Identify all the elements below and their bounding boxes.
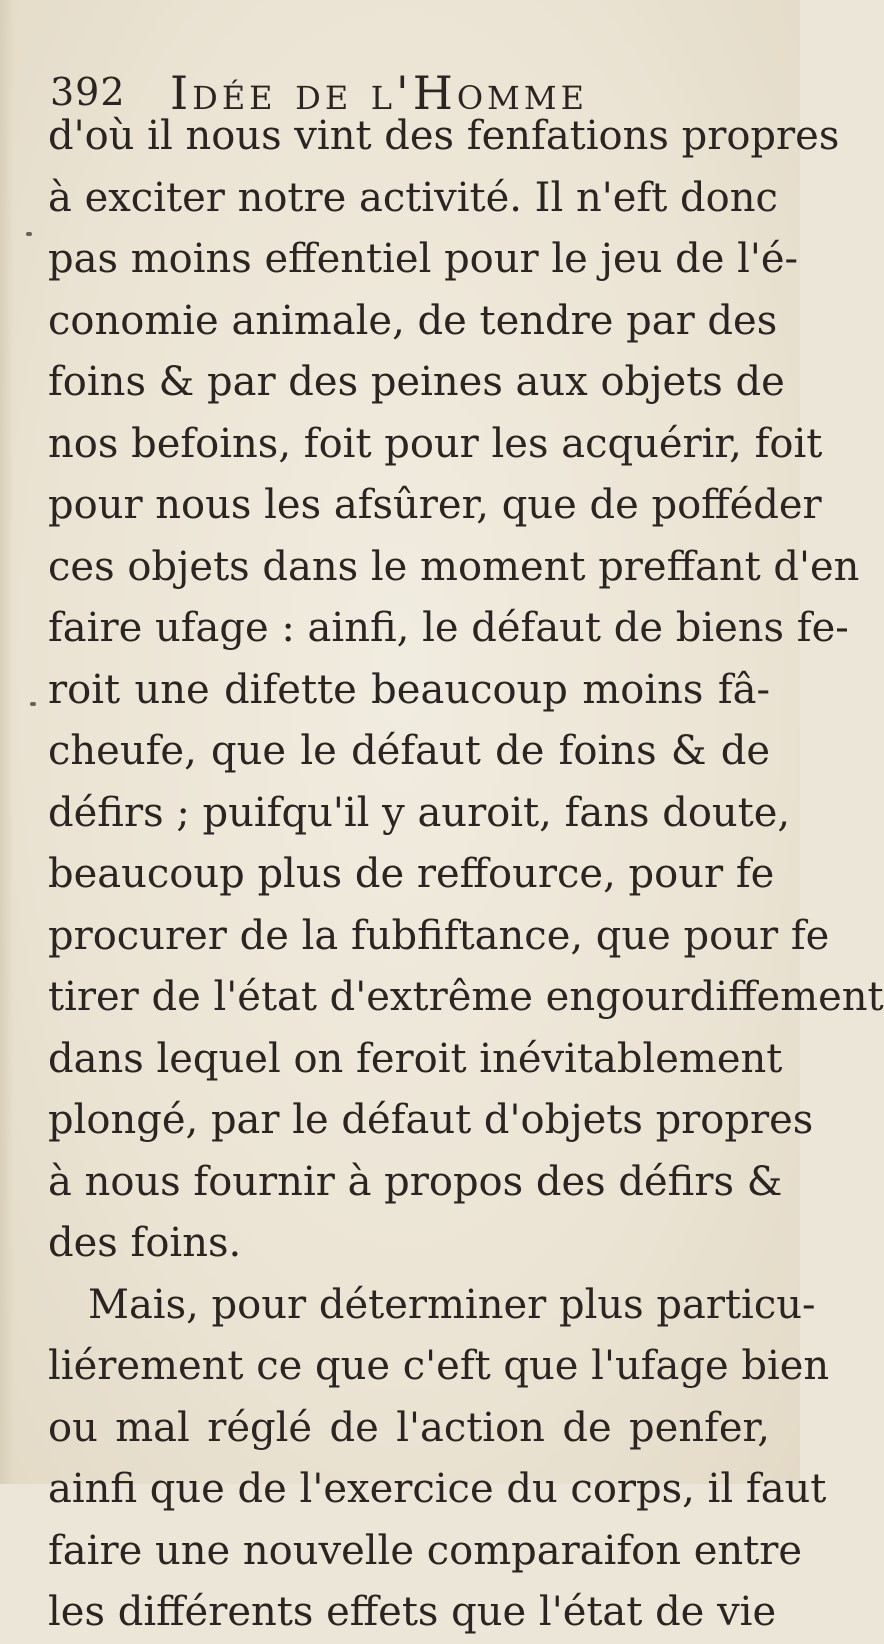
- text-line: défirs ; puifqu'il y auroit, fans doute,: [48, 789, 791, 836]
- text-line: procurer de la fubfiftance, que pour fe: [48, 912, 830, 959]
- running-title: Idée de l'Homme: [170, 66, 588, 120]
- paper-speck: [26, 232, 32, 236]
- text-line: pas moins effentiel pour le jeu de l'é-: [48, 236, 799, 282]
- text-line: dans lequel on feroit inévitablement: [48, 1035, 783, 1082]
- paragraph-start-line: Mais, pour déterminer plus particu-: [88, 1281, 816, 1328]
- text-line: liérement ce que c'eft que l'ufage bien: [48, 1343, 830, 1389]
- text-line: d'où il nous vint des fenfations propres: [48, 113, 840, 159]
- text-line: ainfi que de l'exercice du corps, il faut: [48, 1466, 827, 1512]
- body-text: [48, 106, 884, 1644]
- text-line: foins & par des peines aux objets de: [48, 359, 785, 405]
- text-line: cheufe, que le défaut de foins & de: [48, 728, 770, 774]
- text-line: beaucoup plus de reffource, pour fe: [48, 851, 775, 897]
- text-line: tirer de l'état d'extrême engourdiffement: [48, 974, 884, 1020]
- text-line: pour nous les afsûrer, que de pofféder: [48, 482, 822, 528]
- text-line: à nous fournir à propos des défirs &: [48, 1158, 783, 1205]
- text-line: les différents effets que l'état de vie: [48, 1589, 777, 1635]
- paragraph-end-line: des foins.: [48, 1220, 242, 1266]
- text-line: à exciter notre activité. Il n'eft donc: [48, 174, 778, 221]
- text-line: conomie animale, de tendre par des: [48, 297, 778, 344]
- text-line: ces objets dans le moment preffant d'en: [48, 543, 860, 590]
- text-line: faire ufage : ainfi, le défaut de biens fe-: [48, 605, 849, 651]
- paper-speck: [30, 702, 36, 706]
- text-line: plongé, par le défaut d'objets propres: [48, 1097, 814, 1143]
- text-line: roit une difette beaucoup moins fâ-: [48, 666, 770, 713]
- text-line: ou mal réglé de l'action de penfer,: [48, 1404, 770, 1451]
- page-number: 392: [50, 70, 126, 114]
- text-line: nos befoins, foit pour les acquérir, foit: [48, 420, 823, 467]
- page-gutter-shadow: [0, 0, 14, 1484]
- text-line: faire une nouvelle comparaifon entre: [48, 1527, 803, 1574]
